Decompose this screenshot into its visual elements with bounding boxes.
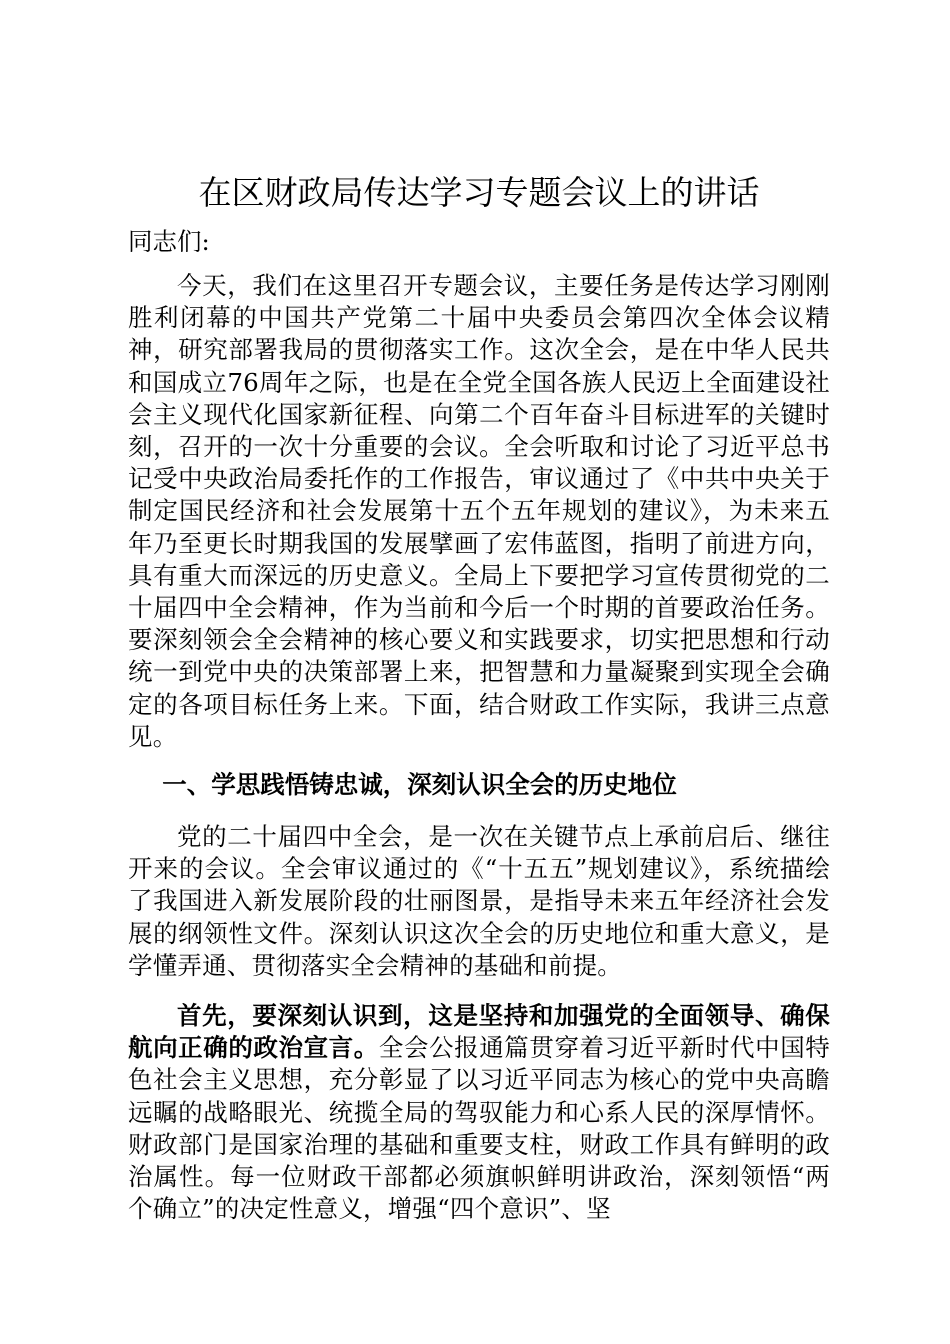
first-point-paragraph <box>128 1000 830 1225</box>
salutation: 同志们: <box>128 227 210 256</box>
section-one-paragraph: 党的二十届四中全会，是一次在关键节点上承前启后、继往开来的会议。全会审议通过的《“十五五”规划建议》，系统描绘了我国进入新发展阶段的壮丽图景，是指导未来五年经济社会发展的纲领性文件。深刻认识这次全会的历史地位和重大意义，是学懂弄通、贯彻落实全会精神的基础和前提。 <box>128 822 830 980</box>
first-point-lead: 首先，要深刻认识到，这是坚持和加强党的全面领导、确保航向正确的政治宣言。 <box>128 1001 830 1063</box>
document-title: 在区财政局传达学习专题会议上的讲话 <box>198 173 760 212</box>
document-page <box>128 170 830 1225</box>
paragraph-gap <box>128 982 830 1000</box>
section-one-heading: 一、学思践悟铸忠诚，深刻认识全会的历史地位 <box>162 770 677 800</box>
first-point-body: 全会公报通篇贯穿着习近平新时代中国特色社会主义思想，充分彰显了以习近平同志为核心的党中央高瞻远瞩的战略眼光、统揽全局的驾驭能力和心系人民的深厚情怀。财政部门是国家治理的基础和重要支柱，财政工作具有鲜明的政治属性。每一位财政干部都必须旗帜鲜明讲政治，深刻领悟“两个确立”的决定性意义，增强“四个意识”、坚 <box>128 1033 830 1224</box>
intro-paragraph: 今天，我们在这里召开专题会议，主要任务是传达学习刚刚胜利闭幕的中国共产党第二十届中央委员会第四次全体会议精神，研究部署我局的贯彻落实工作。这次全会，是在中华人民共和国成立76周年之际，也是在全党全国各族人民迈上全面建设社会主义现代化国家新征程、向第二个百年奋斗目标进军的关键时刻，召开的一次十分重要的会议。全会听取和讨论了习近平总书记受中央政治局委托作的工作报告，审议通过了《中共中央关于制定国民经济和社会发展第十五个五年规划的建议》，为未来五年乃至更长时期我国的发展擘画了宏伟蓝图，指明了前进方向，具有重大而深远的历史意义。全局上下要把学习宣传贯彻党的二十届四中全会精神，作为当前和今后一个时期的首要政治任务。要深刻领会全会精神的核心要义和实践要求，切实把思想和行动统一到党中央的决策部署上来，把智慧和力量凝聚到实现全会确定的各项目标任务上来。下面，结合财政工作实际，我讲三点意见。 <box>128 271 830 751</box>
